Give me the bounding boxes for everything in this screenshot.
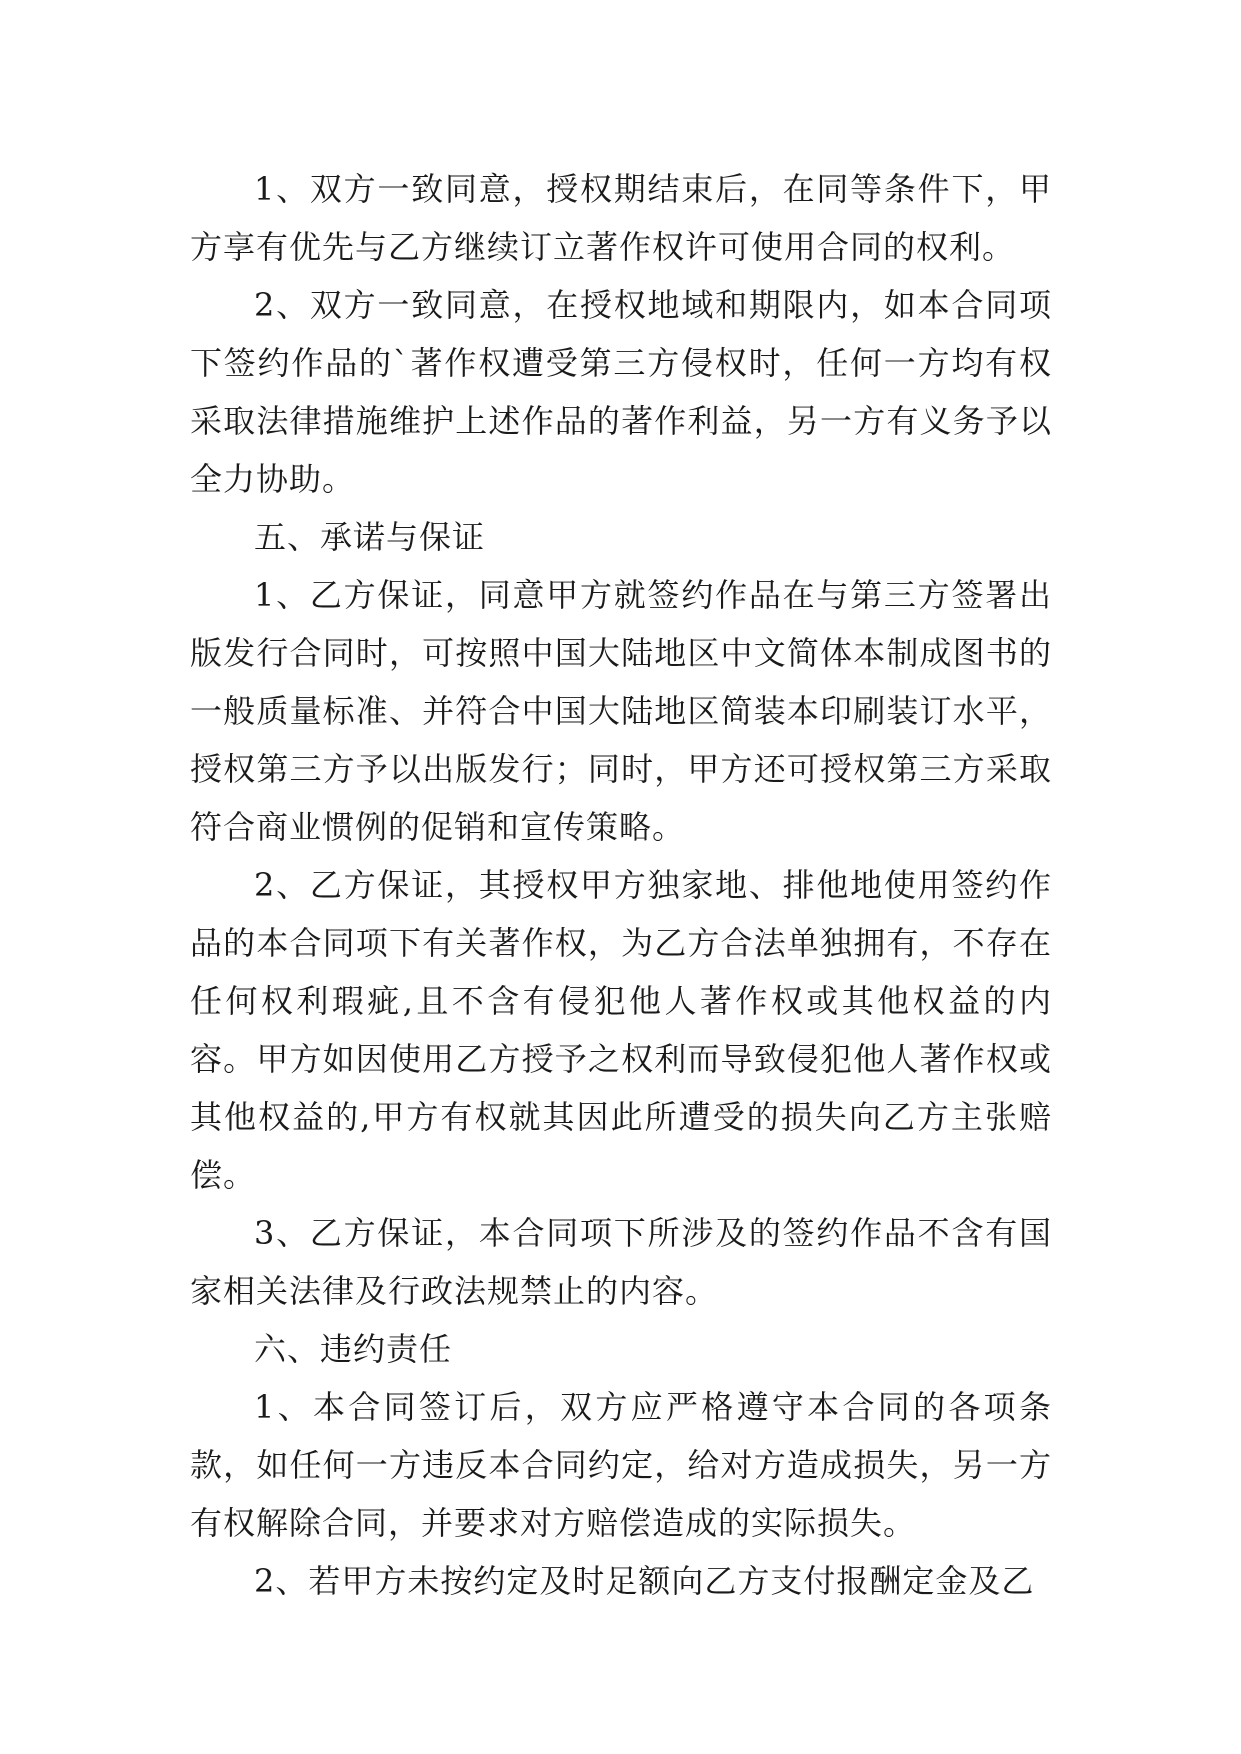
paragraph-infringement-action: 2、双方一致同意，在授权地域和期限内，如本合同项下签约作品的`著作权遭受第三方侵权时，任何一方均有权采取法律措施维护上述作品的著作利益，另一方有义务予以全力协助。 [190, 286, 1052, 498]
paragraph-renewal-priority: 1、双方一致同意，授权期结束后，在同等条件下，甲方享有优先与乙方继续订立著作权许可使用合同的权利。 [190, 170, 1052, 266]
paragraph-exclusive-rights-guarantee: 2、乙方保证，其授权甲方独家地、排他地使用签约作品的本合同项下有关著作权，为乙方合法单独拥有，不存在任何权利瑕疵,且不含有侵犯他人著作权或其他权益的内容。甲方如因使用乙方授予之权利而导致侵犯他人著作权或其他权益的,甲方有权就其因此所遭受的损失向乙方主张赔偿。 [190, 866, 1052, 1194]
paragraph-publishing-guarantee: 1、乙方保证，同意甲方就签约作品在与第三方签署出版发行合同时，可按照中国大陆地区中文简体本制成图书的一般质量标准、并符合中国大陆地区简装本印刷装订水平，授权第三方予以出版发行；同时，甲方还可授权第三方采取符合商业惯例的促销和宣传策略。 [190, 576, 1052, 846]
section-heading-liability: 六、违约责任 [254, 1330, 453, 1368]
paragraph-legal-content-guarantee: 3、乙方保证，本合同项下所涉及的签约作品不含有国家相关法律及行政法规禁止的内容。 [190, 1214, 1052, 1310]
section-heading-commitments: 五、承诺与保证 [254, 518, 486, 556]
paragraph-payment-default: 2、若甲方未按约定及时足额向乙方支付报酬定金及乙 [254, 1562, 1035, 1600]
paragraph-breach-termination: 1、本合同签订后，双方应严格遵守本合同的各项条款，如任何一方违反本合同约定，给对方造成损失，另一方有权解除合同，并要求对方赔偿造成的实际损失。 [190, 1388, 1052, 1542]
document-body [190, 160, 1052, 1610]
